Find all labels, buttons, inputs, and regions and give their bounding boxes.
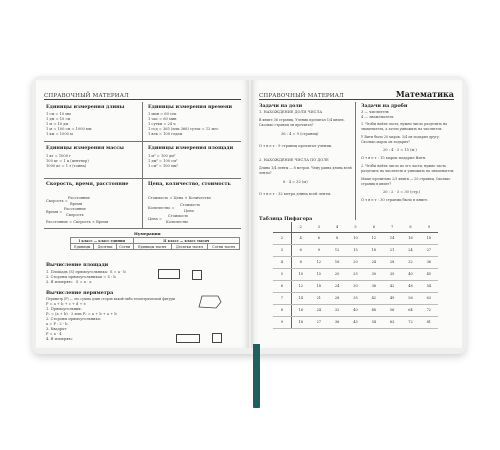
pyth-cell: 20	[346, 256, 364, 268]
pyth-cell: 56	[383, 304, 401, 316]
pyth-cell: 14	[291, 292, 309, 304]
perimeter-line: P = a + b + c + d + e	[46, 302, 86, 306]
price-denominator: Количество	[166, 220, 189, 224]
pyth-cell: 36	[420, 256, 438, 268]
pyth-cell: 15	[310, 268, 328, 280]
pyth-cell: 18	[291, 316, 309, 328]
pyth-cell: 7	[273, 292, 291, 304]
pyth-cell: 20	[328, 268, 346, 280]
price-title: Цена, количество, стоимость	[148, 181, 231, 187]
pyth-cell: 28	[328, 292, 346, 304]
time-formula: Время =	[46, 210, 63, 214]
pyth-cell: 36	[365, 280, 383, 292]
pyth-cell: 10	[346, 232, 364, 244]
mass-units-title: Единицы измерения массы	[46, 145, 124, 151]
pyth-cell: 27	[310, 316, 328, 328]
length-units-title: Единицы измерения длины	[46, 104, 125, 110]
numbering-table	[70, 237, 240, 250]
pyth-cell: 9	[273, 316, 291, 328]
fraction-line: О т в е т : 32 метра длина всей ленты.	[259, 192, 332, 196]
time-numerator: Расстояние	[64, 207, 86, 211]
fraction-line: Длина 1/4 ленты — 8 метров. Чему равна длина всей ленты?	[259, 166, 352, 175]
bookmark-ribbon	[253, 344, 260, 408]
pyth-cell: 8	[328, 232, 346, 244]
pyth-cell: 64	[401, 304, 419, 316]
time-units-title: Единицы измерения времени	[148, 104, 233, 110]
pyth-cell: 28	[383, 256, 401, 268]
time-line: 1 год = 365 (или 366) суток = 12 мес	[148, 127, 219, 131]
perimeter-title: Вычисление периметра	[46, 290, 114, 296]
pyth-cell: 8	[273, 304, 291, 316]
pyth-cell	[273, 222, 291, 232]
pyth-cell: 12	[291, 280, 309, 292]
perimeter-line: 4. Я измеряю:	[46, 337, 73, 341]
pyth-cell: 81	[420, 316, 438, 328]
pyth-cell: 3	[273, 244, 291, 256]
perimeter-line: 1. Прямоугольник:	[46, 307, 82, 311]
column-divider	[142, 102, 143, 228]
price-numerator: Стоимость	[168, 214, 189, 218]
pyth-cell: 21	[310, 292, 328, 304]
quantity-numerator: Стоимость	[180, 203, 201, 207]
square-shape	[212, 333, 222, 343]
section-divider	[44, 228, 241, 229]
numbering-cell: Десятки тысяч	[171, 244, 208, 250]
quantity-denominator: Цена	[184, 209, 194, 213]
parts-line: 4 — знаменатель	[361, 115, 394, 119]
pyth-cell: 48	[365, 304, 383, 316]
column-divider	[355, 102, 356, 220]
rectangle-shape	[176, 334, 200, 343]
pyth-cell: 63	[420, 292, 438, 304]
pyth-cell: 24	[401, 244, 419, 256]
parts-line: У Вити было 20 марок. 3/4 он подарил другу. Сколько марок он подарил?	[361, 135, 440, 144]
time-line: 1 час = 60 мин	[148, 117, 177, 121]
right-page-header	[259, 86, 454, 100]
pyth-cell: 14	[383, 232, 401, 244]
pyth-cell: 42	[365, 292, 383, 304]
parts-line: Маше прочитано 2/3 книги — 20 страниц. Сколько страниц в книге?	[361, 177, 451, 186]
area-line: 1 см² = 100 мм²	[148, 164, 179, 168]
mass-line: 1000 кг = 1 т (тонна)	[46, 164, 87, 168]
fraction-line: 2. НАХОЖДЕНИЕ ЧИСЛА ПО ДОЛЕ	[259, 158, 329, 162]
rectangle-shape	[158, 269, 180, 279]
area-formula: S = a · b	[110, 270, 126, 274]
pyth-cell: 12	[328, 244, 346, 256]
pyth-cell: 9	[420, 222, 438, 232]
square-shape	[192, 270, 202, 280]
numbering-class-units: I класс — класс единиц	[71, 238, 134, 244]
pyth-cell: 18	[365, 244, 383, 256]
area-calc-line: 3. Я измеряю:	[46, 280, 73, 284]
pyth-cell: 8	[401, 222, 419, 232]
left-page	[36, 80, 249, 348]
parts-line: 20 : 4 · 3 = 15 (м.)	[383, 148, 417, 152]
pyth-cell: 40	[346, 304, 364, 316]
fraction-line: 36 : 4 = 9 (страниц)	[281, 132, 319, 136]
pyth-cell: 5	[346, 222, 364, 232]
speed-line: Скорость =	[46, 199, 68, 203]
area-units-title: Единицы измерения площади	[148, 145, 234, 151]
pythagoras-table	[273, 222, 438, 329]
pyth-cell: 12	[310, 256, 328, 268]
pyth-cell: 72	[420, 304, 438, 316]
pyth-cell: 25	[346, 268, 364, 280]
pyth-cell: 35	[383, 268, 401, 280]
parts-line: 2. Чтобы найти число по его части, нужно часть разделить на числитель и умножить на знаменатель	[361, 164, 454, 173]
pyth-cell: 32	[328, 304, 346, 316]
pythagoras-title: Таблица Пифагора	[259, 216, 313, 222]
area-line: 1 дм² = 100 см²	[148, 159, 178, 163]
pyth-cell: 35	[346, 292, 364, 304]
pyth-cell: 3	[310, 222, 328, 232]
length-line: 1 м = 10 дм	[46, 122, 69, 126]
pyth-cell: 5	[273, 268, 291, 280]
area-formula: a = S : b	[100, 275, 116, 279]
pyth-cell: 54	[420, 280, 438, 292]
pyth-cell: 24	[310, 304, 328, 316]
pyth-cell: 30	[365, 268, 383, 280]
parts-line: О т в е т : 15 марок подарил Витя.	[361, 156, 427, 160]
price-line: Стоимость = Цена × Количество	[148, 196, 211, 200]
pyth-cell: 24	[365, 256, 383, 268]
parts-line: О т в е т : 30 страниц было в книге.	[361, 198, 429, 202]
length-line: 1 м = 100 см = 1000 мм	[46, 127, 92, 131]
pyth-cell: 8	[291, 256, 309, 268]
numbering-cell: Единицы тысяч	[133, 244, 171, 250]
area-calc-line: 2. Стороны прямоугольника:	[46, 275, 102, 279]
pyth-cell: 27	[420, 244, 438, 256]
pyth-cell: 6	[365, 222, 383, 232]
pyth-cell: 4	[291, 232, 309, 244]
pyth-cell: 24	[328, 280, 346, 292]
speed-numerator: Расстояние	[68, 196, 90, 200]
perimeter-line: P = a · 4	[46, 332, 62, 336]
pyth-cell: 6	[273, 280, 291, 292]
pyth-cell: 4	[273, 256, 291, 268]
distance-formula: Расстояние = Скорость × Время	[46, 220, 109, 224]
pyth-cell: 32	[401, 256, 419, 268]
price-formula: Цена =	[148, 217, 162, 221]
time-line: 1 век = 100 годам	[148, 132, 183, 136]
perimeter-line: a = P : 2 - b	[46, 322, 68, 326]
pyth-cell: 18	[420, 232, 438, 244]
pyth-cell: 56	[401, 292, 419, 304]
fraction-line: О т в е т : 9 страниц прочитал ученик.	[259, 144, 333, 148]
length-line: 1 см = 10 мм	[46, 112, 71, 116]
fractions-title: Задачи на доли	[259, 103, 303, 109]
pyth-cell: 9	[310, 244, 328, 256]
pyth-cell: 42	[383, 280, 401, 292]
area-calc-line: 1. Площадь (S) прямоугольника:	[46, 270, 109, 274]
pyth-cell: 12	[365, 232, 383, 244]
right-header-label: СПРАВОЧНЫЙ МАТЕРИАЛ	[259, 93, 344, 99]
page-subject: Математика	[395, 89, 454, 99]
pyth-cell: 63	[383, 316, 401, 328]
pyth-cell: 21	[383, 244, 401, 256]
fraction-line: 1. НАХОЖДЕНИЕ ДОЛИ ЧИСЛА	[259, 110, 323, 114]
right-page	[251, 80, 462, 348]
pyth-cell: 36	[328, 316, 346, 328]
numbering-cell: Десятки	[94, 244, 116, 250]
numbering-class-thousands: II класс — класс тысяч	[133, 238, 239, 244]
pyth-cell: 7	[383, 222, 401, 232]
pyth-cell: 6	[310, 232, 328, 244]
parts-line: 3 — числитель	[361, 110, 389, 114]
pyth-cell: 54	[365, 316, 383, 328]
perimeter-line: 2. Стороны прямоугольника:	[46, 317, 102, 321]
numbering-cell: Сотни тысяч	[208, 244, 240, 250]
parts-title: Задачи на дроби	[361, 103, 408, 109]
numbering-cell: Сотни	[116, 244, 133, 250]
pyth-cell: 45	[420, 268, 438, 280]
pyth-cell: 40	[401, 268, 419, 280]
speed-title: Скорость, время, расстояние	[46, 181, 129, 187]
numbering-title: Нумерация	[134, 231, 161, 236]
pyth-cell: 15	[346, 244, 364, 256]
pyth-cell: 16	[328, 256, 346, 268]
mass-line: 1 кг = 1000 г	[46, 154, 72, 158]
fraction-line: В книге 36 страниц. Ученик прочитал 1/4 книги. Сколько страниц он прочитал?	[259, 118, 345, 127]
left-header-label: СПРАВОЧНЫЙ МАТЕРИАЛ	[44, 93, 129, 99]
perimeter-line: P₁ = (a + b) · 2 или P₂ = a + b + a + b	[46, 312, 117, 316]
pyth-cell: 72	[401, 316, 419, 328]
pyth-cell: 16	[401, 232, 419, 244]
length-line: 1 км = 1000 м	[46, 132, 73, 136]
mass-line: 100 кг = 1 ц (центнер)	[46, 159, 89, 163]
area-line: 1 м² = 100 дм²	[148, 154, 176, 158]
length-line: 1 дм = 10 см	[46, 117, 71, 121]
perimeter-line: Периметр (P) — это сумма длин сторон какой-либо геометрической фигуры	[46, 297, 176, 301]
pyth-cell: 18	[310, 280, 328, 292]
pentagon-shape	[196, 294, 222, 310]
speed-denominator: Время	[70, 202, 83, 206]
pyth-cell: 48	[401, 280, 419, 292]
pyth-cell: 16	[291, 304, 309, 316]
parts-line: 1. Чтобы найти часть, нужно число разделить на знаменатель, а затем умножить на числитель	[361, 122, 448, 131]
time-denominator: Скорость	[66, 213, 84, 217]
parts-line: 20 : 2 · 3 = 30 (стр.)	[383, 190, 421, 194]
time-line: 1 мин = 60 сек	[148, 112, 177, 116]
pyth-cell: 4	[328, 222, 346, 232]
area-formula: S = a · a	[76, 280, 92, 284]
pyth-cell: 10	[291, 268, 309, 280]
perimeter-line: 3. Квадрат:	[46, 327, 68, 331]
pyth-cell: 30	[346, 280, 364, 292]
pyth-cell: 6	[291, 244, 309, 256]
left-page-header	[44, 86, 241, 100]
pyth-cell: 2	[273, 232, 291, 244]
fraction-line: 8 · 4 = 32 (м)	[283, 180, 308, 184]
area-calc-title: Вычисление площади	[46, 262, 109, 268]
time-line: 1 сутки = 24 ч	[148, 122, 176, 126]
pyth-cell: 49	[383, 292, 401, 304]
numbering-cell: Единицы	[71, 244, 94, 250]
pyth-cell: 2	[291, 222, 309, 232]
quantity-formula: Количество =	[148, 206, 175, 210]
pyth-cell: 45	[346, 316, 364, 328]
